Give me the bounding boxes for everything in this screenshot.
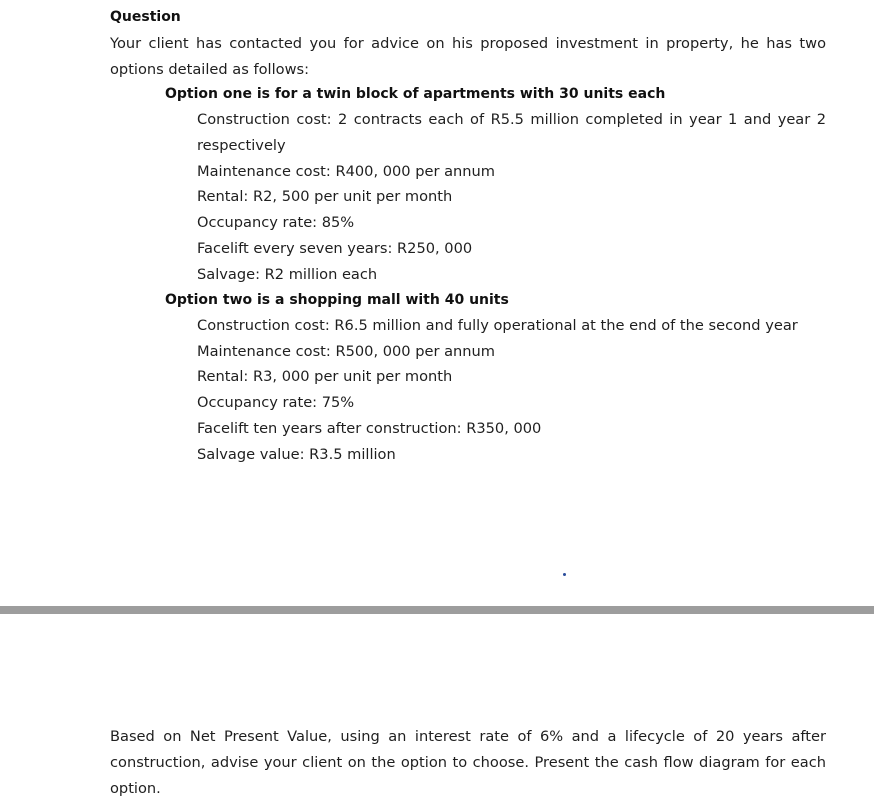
option-one-title: Option one is for a twin block of apartments with 30 units each [165, 86, 666, 102]
option-one-maintenance: Maintenance cost: R400, 000 per annum [197, 163, 496, 180]
option-one-occupancy: Occupancy rate: 85% [197, 214, 355, 231]
option-two-construction: Construction cost: R6.5 million and fully operational at the end of the second year [197, 317, 798, 334]
option-two-maintenance: Maintenance cost: R500, 000 per annum [197, 343, 496, 360]
question-paragraph: Based on Net Present Value, using an interest rate of 6% and a lifecycle of 20 years after construction, advise your client on the option to choose. Present the cash flow diagram for each option. [110, 728, 826, 797]
option-two-title: Option two is a shopping mall with 40 units [165, 292, 509, 308]
option-one-facelift: Facelift every seven years: R250, 000 [197, 240, 473, 257]
question-heading: Question [110, 9, 181, 25]
page-divider [0, 606, 874, 614]
option-one-construction: Construction cost: 2 contracts each of R5.5 million completed in year 1 and year 2 respectively [197, 111, 826, 154]
stray-dot [563, 573, 566, 576]
option-one-rental: Rental: R2, 500 per unit per month [197, 188, 453, 205]
intro-paragraph: Your client has contacted you for advice on his proposed investment in property, he has two options detailed as follows: [110, 35, 826, 78]
option-two-occupancy: Occupancy rate: 75% [197, 394, 355, 411]
option-two-facelift: Facelift ten years after construction: R350, 000 [197, 420, 542, 437]
option-two-salvage: Salvage value: R3.5 million [197, 446, 396, 463]
option-one-salvage: Salvage: R2 million each [197, 266, 378, 283]
option-two-rental: Rental: R3, 000 per unit per month [197, 368, 453, 385]
